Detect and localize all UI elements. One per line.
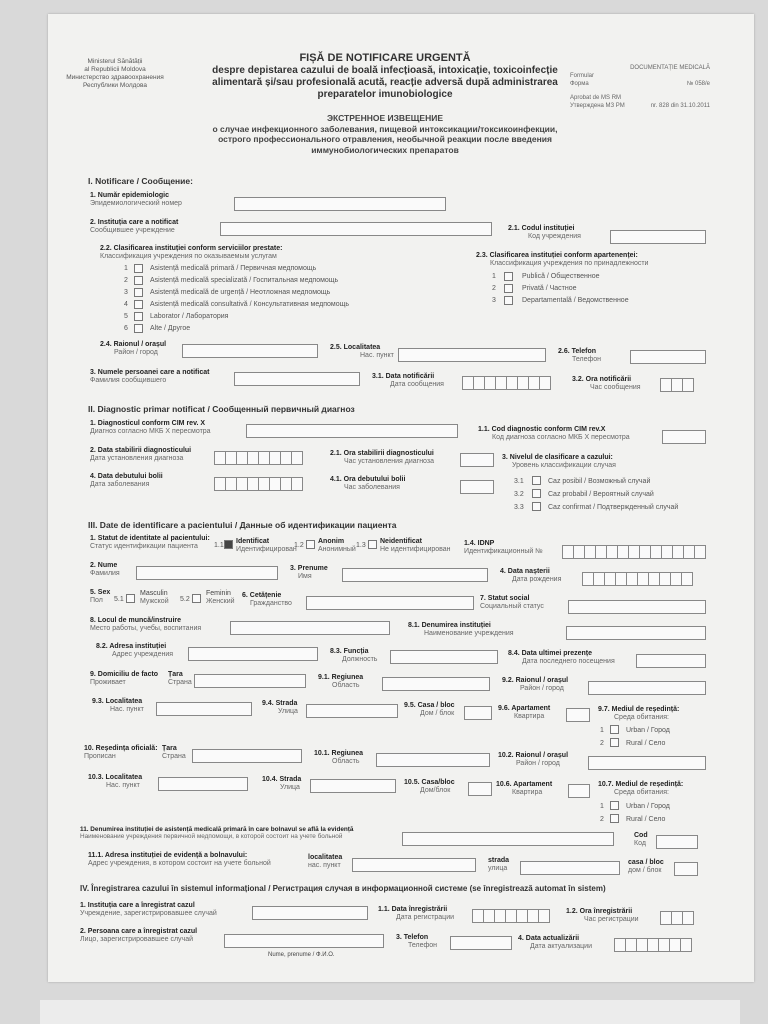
signature-caption: Nume, prenume / Ф.И.О.	[268, 952, 335, 958]
label-institution-code: 2.1. Codul instituției Код учреждения	[508, 225, 581, 240]
label-service-class: 2.2. Clasificarea instituției conform serviciilor prestate: Классификация учреждения по оказываемым услугам	[100, 245, 283, 260]
label-ownership: 2.3. Clasificarea instituției conform apartenenței: Классификация учреждения по принадлежности	[476, 252, 649, 267]
form-title-ru-line: иммунобиологических препаратов	[311, 144, 459, 155]
primary-care-street-input[interactable]	[520, 861, 620, 875]
ownership-label: Publică / Общественное	[522, 273, 600, 280]
document-info	[570, 64, 710, 110]
label-onset-date: 4. Data debutului bolii Дата заболевания	[90, 473, 163, 488]
service-type-checkbox[interactable]	[134, 288, 143, 297]
service-type-number: 1	[124, 265, 128, 272]
registration-date-cells[interactable]	[472, 909, 549, 923]
identity-status-number: 1.2	[294, 542, 304, 549]
notifier-name-input[interactable]	[234, 372, 360, 386]
service-type-label: Asistență medicală primară / Первичная медпомощь	[150, 265, 317, 272]
registrar-phone-input[interactable]	[450, 936, 512, 950]
birth-date-cells[interactable]	[582, 572, 692, 586]
label-official-residence: 10. Reședința oficială: Прописан	[84, 745, 158, 760]
label-registering-person: 2. Persoana care a înregistrat cazul Лицо, зарегистрировавшее случай	[80, 928, 198, 943]
residence-street-input[interactable]	[306, 704, 398, 718]
label-institution: 2. Instituția care a notificat Сообщившее учреждение	[90, 219, 179, 234]
institution-name-input[interactable]	[566, 626, 706, 640]
label-official-region: 10.1. Regiunea Область	[314, 750, 364, 765]
residence-locality-input[interactable]	[156, 702, 252, 716]
env-number: 2	[600, 816, 604, 823]
identity-identified-label: Identificat Идентифицирован	[236, 538, 297, 553]
diagnosis-time-input[interactable]	[460, 453, 494, 467]
form-title-line: FIȘĂ DE NOTIFICARE URGENTĂ	[299, 52, 471, 64]
label-first-name: 3. Prenume Имя	[290, 565, 328, 580]
section-3-title: III. Date de identificare a pacientului / Данные об идентификации пациента	[88, 520, 397, 530]
form-title-line: preparatelor imunobiologice	[317, 89, 453, 101]
ownership-checkbox[interactable]	[504, 284, 513, 293]
institution-code-input[interactable]	[610, 230, 706, 244]
label-primary-care-institution: 11. Denumirea instituției de asistență medicală primară în care bolnavul se află la evidență Наименование учреждения первичной медпомощи, в которой состоит на учете больной	[80, 826, 354, 841]
service-type-checkbox[interactable]	[134, 264, 143, 273]
district-input[interactable]	[182, 344, 318, 358]
official-district-input[interactable]	[588, 756, 706, 770]
identity-anonymous-label: Anonim Анонимный	[318, 538, 356, 553]
label-registrar-phone: 3. Telefon Телефон	[396, 934, 438, 949]
form-title-ru-line: ЭКСТРЕННОЕ ИЗВЕЩЕНИЕ	[327, 113, 443, 123]
ministry-line: Министерство здравоохранения	[66, 74, 164, 82]
notification-time-cells[interactable]	[660, 378, 693, 392]
form-title-ru-line: о случае инфекционного заболевания, пищевой интоксикации/токсикоинфекции,	[212, 123, 558, 134]
env-number: 1	[600, 727, 604, 734]
identity-status-number: 1.3	[356, 542, 366, 549]
label-region: 9.1. Regiunea Область	[318, 674, 364, 689]
label-diagnosis-code: 1.1. Cod diagnostic conform CIM rev.X Код диагноза согласно МКБ Х пересмотра	[478, 426, 630, 441]
diagnosis-code-input[interactable]	[662, 430, 706, 444]
service-type-number: 6	[124, 325, 128, 332]
next-page-edge	[40, 1000, 740, 1024]
section-2-title: II. Diagnostic primar notificat / Сообщенный первичный диагноз	[88, 404, 355, 414]
label-official-locality: 10.3. Localitatea Нас. пункт	[88, 774, 143, 789]
registering-person-input[interactable]	[224, 934, 384, 948]
label-phone: 2.6. Telefon Телефон	[558, 348, 602, 363]
label-residence-locality: 9.3. Localitatea Нас. пункт	[92, 698, 144, 713]
label-residence-district: 9.2. Raionul / orașul Район / город	[502, 677, 569, 692]
form-title-line: despre depistarea cazului de boală infecțioasă, intoxicație, toxicoinfecție	[212, 65, 558, 77]
institution-input[interactable]	[220, 222, 492, 236]
label-workplace: 8. Locul de muncă/instruire Место работы, учебы, воспитания	[90, 617, 202, 632]
epid-number-input[interactable]	[234, 197, 446, 211]
case-level-checkbox[interactable]	[532, 476, 541, 485]
primary-care-locality-input[interactable]	[352, 858, 476, 872]
form-title-ru-line: острого профессионального отравления, необычной реакции после введения	[218, 134, 552, 145]
case-level-number: 3.3	[514, 504, 524, 511]
service-type-label: Laborator / Лаборатория	[150, 313, 229, 320]
idnp-cells[interactable]	[562, 545, 705, 559]
official-locality-input[interactable]	[158, 777, 248, 791]
env-label: Urban / Город	[626, 803, 670, 810]
service-type-number: 5	[124, 313, 128, 320]
residence-country-input[interactable]	[194, 674, 306, 688]
case-level-checkbox[interactable]	[532, 489, 541, 498]
label-residence-house: 9.5. Casa / bloc Дом / блок	[404, 702, 455, 717]
label-district: 2.4. Raionul / orașul Район / город	[100, 341, 167, 356]
label-country: Țara Страна	[168, 671, 192, 686]
label-surname: 2. Nume Фамилия	[90, 562, 120, 577]
ownership-number: 1	[492, 273, 496, 280]
service-type-checkbox[interactable]	[134, 276, 143, 285]
official-country-input[interactable]	[192, 749, 302, 763]
label-last-presence: 8.4. Data ultimei prezențe Дата последнего посещения	[508, 650, 615, 665]
label-official-street: 10.4. Strada Улица	[262, 776, 302, 791]
env-checkbox[interactable]	[610, 801, 619, 810]
case-level-number: 3.1	[514, 478, 524, 485]
case-level-checkbox[interactable]	[532, 502, 541, 511]
label-primary-care-address: 11.1. Adresa instituției de evidență a bolnavului: Адрес учреждения, в котором состоит на учете больной	[88, 852, 271, 867]
sex-female-label: Feminin Женский	[206, 590, 235, 605]
position-input[interactable]	[390, 650, 498, 664]
service-type-label: Asistență medicală consultativă / Консультативная медпомощь	[150, 301, 349, 308]
label-primary-care-locality: localitatea нас. пункт	[308, 854, 343, 869]
phone-input[interactable]	[630, 350, 706, 364]
ownership-label: Departamentală / Ведомственное	[522, 297, 629, 304]
official-street-input[interactable]	[310, 779, 396, 793]
doc-forma: Форма	[570, 81, 589, 88]
label-institution-address: 8.2. Adresa instituției Адрес учреждения	[96, 643, 174, 658]
sex-male-checkbox[interactable]	[126, 594, 135, 603]
label-official-district: 10.2. Raionul / orașul Район / город	[498, 752, 569, 767]
service-type-label: Asistență medicală de urgență / Неотложная медпомощь	[150, 289, 331, 296]
label-notification-date: 3.1. Data notificării Дата сообщения	[372, 373, 444, 388]
notification-date-cells[interactable]	[462, 376, 550, 390]
label-social-status: 7. Statut social Социальный статус	[480, 595, 544, 610]
ministry-header	[60, 58, 170, 91]
ownership-number: 2	[492, 285, 496, 292]
label-residence-street: 9.4. Strada Улица	[262, 700, 298, 715]
case-level-label: Caz confirmat / Подтвержденный случай	[548, 504, 679, 511]
section-4-title: IV. Înregistrarea cazului în sistemul informațional / Регистрация случая в информационной системе (se înregistrează automat în sistem)	[80, 884, 606, 893]
update-date-cells[interactable]	[614, 938, 691, 952]
registering-institution-input[interactable]	[252, 906, 368, 920]
form-title	[210, 52, 560, 101]
label-birth-date: 4. Data nașterii Дата рождения	[500, 568, 562, 583]
label-locality: 2.5. Localitatea Нас. пункт	[330, 344, 394, 359]
official-apartment-input[interactable]	[568, 784, 590, 798]
social-status-input[interactable]	[568, 600, 706, 614]
label-diagnosis: 1. Diagnosticul conform CIM rev. X Диагноз согласно МКБ Х пересмотра	[90, 420, 211, 435]
label-onset-time: 4.1. Ora debutului bolii Час заболевания	[330, 476, 406, 491]
workplace-input[interactable]	[230, 621, 390, 635]
service-type-checkbox[interactable]	[134, 300, 143, 309]
first-name-input[interactable]	[342, 568, 488, 582]
label-residence-env: 9.7. Mediul de reședință: Среда обитания:	[598, 706, 680, 721]
label-diagnosis-date: 2. Data stabilirii diagnosticului Дата установления диагноза	[90, 447, 192, 462]
ministry-line: Республики Молдова	[82, 82, 148, 90]
env-number: 1	[600, 803, 604, 810]
label-primary-care-code: Cod Код	[634, 832, 648, 847]
service-type-label: Asistență medicală specializată / Госпитальная медпомощь	[150, 277, 339, 284]
sex-female-checkbox[interactable]	[192, 594, 201, 603]
diagnosis-input[interactable]	[246, 424, 458, 438]
primary-care-house-input[interactable]	[674, 862, 698, 876]
label-official-env: 10.7. Mediul de reședință: Среда обитания:	[598, 781, 684, 796]
case-level-label: Caz posibil / Возможный случай	[548, 478, 651, 485]
doc-approved-ro: Aprobat de MS RM	[570, 95, 622, 102]
label-case-level: 3. Nivelul de clasificare a cazului: Уровень классификации случая	[502, 454, 616, 469]
env-checkbox[interactable]	[610, 738, 619, 747]
registration-time-cells[interactable]	[660, 911, 693, 925]
identity-unidentified-label: Neidentificat Не идентифицирован	[380, 538, 451, 553]
residence-region-input[interactable]	[382, 677, 490, 691]
diagnosis-date-cells[interactable]	[214, 451, 302, 465]
label-identity-status: 1. Statut de identitate al pacientului: Статус идентификации пациента	[90, 535, 210, 550]
label-primary-care-street: strada улица	[488, 857, 510, 872]
label-registration-date: 1.1. Data înregistrării Дата регистрации	[378, 906, 455, 921]
surname-input[interactable]	[136, 566, 278, 580]
label-sex: 5. Sex Пол	[90, 589, 111, 604]
ownership-checkbox[interactable]	[504, 296, 513, 305]
label-official-apartment: 10.6. Apartament Квартира	[496, 781, 553, 796]
sex-male-label: Masculin Мужской	[140, 590, 169, 605]
sex-number: 5.2	[180, 596, 190, 603]
label-idnp: 1.4. IDNP Идентификационный №	[464, 540, 543, 555]
label-official-house: 10.5. Casa/bloc Дом/блок	[404, 779, 455, 794]
service-type-number: 3	[124, 289, 128, 296]
label-registering-institution: 1. Instituția care a înregistrat cazul Учреждение, зарегистрировавшее случай	[80, 902, 217, 917]
sex-number: 5.1	[114, 596, 124, 603]
label-diagnosis-time: 2.1. Ora stabilirii diagnosticului Час установления диагноза	[330, 450, 434, 465]
residence-apartment-input[interactable]	[566, 708, 590, 722]
onset-time-input[interactable]	[460, 480, 494, 494]
doc-approved-ru: Утверждена МЗ РМ	[570, 103, 625, 110]
institution-address-input[interactable]	[188, 647, 318, 661]
doc-order: nr. 828 din 31.10.2011	[650, 103, 710, 110]
identity-anonymous-checkbox[interactable]	[306, 540, 315, 549]
service-type-checkbox[interactable]	[134, 324, 143, 333]
last-presence-input[interactable]	[636, 654, 706, 668]
label-position: 8.3. Funcția Должность	[330, 648, 378, 663]
identity-identified-checkbox[interactable]	[224, 540, 233, 549]
label-official-country: Țara Страна	[162, 745, 186, 760]
official-region-input[interactable]	[376, 753, 490, 767]
env-label: Urban / Город	[626, 727, 670, 734]
doc-form-no: № 058/e	[686, 81, 710, 88]
env-checkbox[interactable]	[610, 725, 619, 734]
label-registration-time: 1.2. Ora înregistrării Час регистрации	[566, 908, 639, 923]
doc-formular: Formular	[570, 73, 595, 80]
ministry-line: Ministerul Sănătății	[87, 58, 143, 65]
form-title-ru	[175, 113, 595, 156]
label-notification-time: 3.2. Ora notificării Час сообщения	[572, 376, 641, 391]
residence-house-input[interactable]	[464, 706, 492, 720]
identity-unidentified-checkbox[interactable]	[368, 540, 377, 549]
residence-district-input[interactable]	[588, 681, 706, 695]
label-institution-name: 8.1. Denumirea instituției Наименование учреждения	[408, 622, 514, 637]
label-citizenship: 6. Cetățenie Гражданство	[242, 592, 292, 607]
case-level-label: Caz probabil / Вероятный случай	[548, 491, 654, 498]
env-checkbox[interactable]	[610, 814, 619, 823]
env-label: Rural / Село	[626, 740, 666, 747]
ministry-line: al Republicii Moldova	[84, 66, 146, 74]
primary-care-institution-input[interactable]	[402, 832, 614, 846]
label-update-date: 4. Data actualizării Дата актуализации	[518, 935, 593, 950]
label-notifier-name: 3. Numele persoanei care a notificat Фамилия сообщившего	[90, 369, 210, 384]
service-type-number: 4	[124, 301, 128, 308]
citizenship-input[interactable]	[306, 596, 474, 610]
form-title-line: alimentară și/sau profesională acută, reacție adversă după administrarea	[212, 77, 558, 89]
label-de-facto-residence: 9. Domiciliu de facto Проживает	[90, 671, 159, 686]
case-level-number: 3.2	[514, 491, 524, 498]
onset-date-cells[interactable]	[214, 477, 302, 491]
label-epid-number: 1. Număr epidemiologic Эпидемиологический номер	[90, 192, 182, 207]
identity-status-number: 1.1	[214, 542, 224, 549]
service-type-label: Alte / Другое	[150, 325, 191, 332]
env-label: Rural / Село	[626, 816, 666, 823]
label-residence-apartment: 9.6. Apartament Квартира	[498, 705, 551, 720]
primary-care-code-input[interactable]	[656, 835, 698, 849]
official-house-input[interactable]	[468, 782, 492, 796]
ownership-number: 3	[492, 297, 496, 304]
ownership-checkbox[interactable]	[504, 272, 513, 281]
service-type-checkbox[interactable]	[134, 312, 143, 321]
locality-input[interactable]	[398, 348, 546, 362]
ownership-label: Privată / Частное	[522, 285, 577, 292]
section-1-title: I. Notificare / Сообщение:	[88, 176, 193, 186]
service-type-number: 2	[124, 277, 128, 284]
doc-label: DOCUMENTAȚIE MEDICALĂ	[630, 65, 710, 71]
env-number: 2	[600, 740, 604, 747]
label-primary-care-house: casa / bloc дом / блок	[628, 859, 664, 874]
